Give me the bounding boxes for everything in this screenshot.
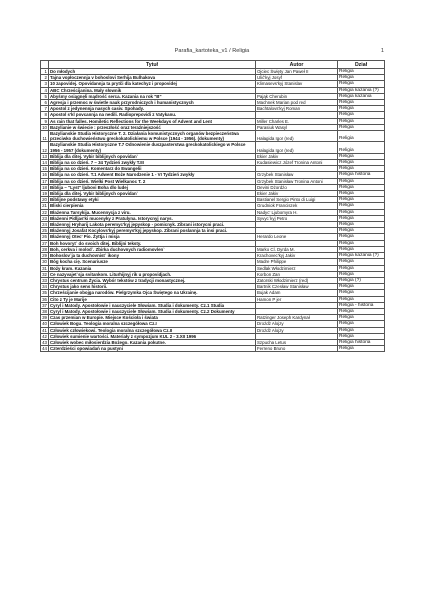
row-number: 32 [42,271,47,277]
book-title: Czterdzieści opowiadań na pustyni [49,346,256,352]
book-title: Czas przemian w Europie. Miejsce Kościoła i świata [49,315,256,321]
book-author: Machnek Marian pod red [256,100,338,106]
book-section: Religia [338,112,385,118]
book-title: Człowiek Bogu. Teologia moralna szczegółowa Cz.I [49,321,256,327]
book-title: Boh hovoryt` do svoich ditej. Biblijni teksty. [49,240,256,246]
book-section: Religia [338,234,385,240]
row-number: 35 [42,290,47,296]
book-author: Hałagida Igor (red) [256,142,338,153]
row-number: 42 [42,333,47,339]
book-title: Agresja i przemoc w świetle nauk przyrodniczych i humanistycznych [49,100,256,106]
row-number: 43 [42,339,47,345]
book-section: Religia [338,75,385,81]
table-header-row [41,61,385,69]
book-title: Bohoslov`ja ta duchovnist` ikony [49,253,256,259]
book-author: Herardo Leone [256,234,338,240]
book-section: Religia [338,100,385,106]
book-author: Szpucha Letus [256,339,338,345]
book-section: Religia [338,153,385,159]
book-section: Religia [338,69,385,75]
row-number: 33 [42,277,47,283]
book-title: Tajna vopłoczennja v bohoslovi Serhija Bulhakova [49,75,256,81]
row-number: 30 [42,259,47,265]
row-number: 22 [42,209,47,215]
book-author: Grzybek Stanisław Tronina Antoni [256,178,338,184]
book-title: Boh, cerkva i molod`. Zbirka duchovnych radiomovlen` [49,246,256,252]
book-section: Religia - historia [338,302,385,308]
row-number: 23 [42,215,47,221]
book-title: Ce nazyvajet`sja svitankom. Liturhijnyj rik u propovidjach. [49,271,256,277]
book-author: Miller Charles E. [256,118,338,124]
book-section: Religia [338,184,385,190]
book-section: Religia [338,81,385,87]
book-section: Religia [338,197,385,203]
row-number: 4 [41,87,49,93]
row-number: 8 [41,112,49,118]
column-header-number [41,61,49,69]
book-author: Klimasevs'kyj Stanislav [256,81,338,87]
book-author: Kudasiewicz Józef Tronina Antoni [256,160,338,166]
book-title: Apostol z jedynennja nasych casiv. Spohady. [49,106,256,112]
book-section: Religia [338,160,385,166]
row-number: 39 [42,315,47,321]
table-body [41,69,385,352]
book-section: Religia [338,209,385,215]
book-author: Grudniok Franciszek [256,203,338,209]
book-section: Religia [338,118,385,124]
catalog-table [40,60,385,352]
row-number: 31 [42,265,47,271]
book-title: Chrześcijanie obojga narodów. Pielgrzymka Ojca Świętego na Ukrainę. [49,290,256,296]
book-section: Religia [338,228,385,234]
book-author: Nadyc' Ljubomyra H. [256,209,338,215]
book-title: Biblijne podstawy etyki [49,197,256,203]
book-author: Ulić'kyj Josyf [256,75,338,81]
row-number: 18 [42,184,47,190]
book-title: Cyryl i Matody. Apostołowie i nauczyciele Słowiam. Studia i dokumenty. Cz.1 Studia [49,302,256,308]
book-section: Religia [338,259,385,265]
book-section: Religia [338,296,385,302]
row-number: 15 [42,166,47,172]
row-number: 17 [42,178,47,184]
row-number: 10 [42,124,47,130]
row-number: 41 [42,327,47,333]
book-author: Bujak Adam [256,290,338,296]
row-number: 44 [42,346,47,352]
row-number: 20 [42,197,47,203]
book-title: Biblija dla ditej. Vybir biblijnych opovidan` [49,191,256,197]
book-title: Biblija na co dzień. T.1 Adwent Boże Narodzenie 1 - VI Tydzień zwykły [49,172,256,178]
book-title: Cito z Ty je Marije [49,296,256,302]
book-author: Drożdż Alojzy [256,327,338,333]
book-title: Boży kram. Kazania [49,265,256,271]
book-author: Korbon Zan [256,271,338,277]
book-author: Pająk Cherubin [256,93,338,99]
book-author: Grzybek Stanisław [256,172,338,178]
table-row [41,131,385,142]
book-title: As rain that falles. Homiletic Reflections for the Weekdays of Advent and Lent [49,118,256,124]
book-section: Religia [338,284,385,290]
book-section: Religia [338,315,385,321]
book-title: Biblija na co dzień. Wielki Post Wielkanoc T. 2 [49,178,256,184]
row-number: 13 [42,153,47,159]
row-number: 38 [42,308,47,314]
row-number: 1 [41,69,49,75]
book-title: Abyśmy osiągnęli mądrość serca. Kazania na rok "B" [49,93,256,99]
book-section: Religia kazania [338,93,385,99]
book-section: Religia [338,333,385,339]
book-author: Ratzinger Joseph Kardynał [256,315,338,321]
book-title: Bóg kocha cię. Scenariusze [49,259,256,265]
book-title: Błażennyj Josafat Kocylovs'kyj peremys'kyj jepyskop. Zibrani poslannja ta insi praci. [49,228,256,234]
book-title: Bazylianie w świecie : przeszłość oraz teraźniejszość [49,124,256,130]
row-number: 21 [42,203,47,209]
book-author: Madre Philippe [256,259,338,265]
book-section: Religia [338,142,385,153]
book-title: Błażenni Pidljas'ki mucenyky z Pratulyna. Istorycnyj narys. [49,215,256,221]
book-title: Chrystus jako sens historii. [49,284,256,290]
book-section: Religia [338,290,385,296]
column-header-title: Tytuł [49,61,256,69]
book-section: Religia [338,246,385,252]
book-author: Ferreno Bruno [256,346,338,352]
row-number: 12 [41,142,49,153]
book-title: Człowiek sumienie wartości. Materiały z sympozjum KUL 2 - 3.XII 1996 [49,333,256,339]
book-title: Biblija na co dzień. 7 – 34 Tydzień zwykły T.III [49,160,256,166]
book-title: Człowiek wobec miłosierdzia Bożego. Kazania pokutne. [49,339,256,345]
book-section: Religia [338,106,385,112]
row-number: 28 [42,246,47,252]
book-author: Devini Dżordżo [256,184,338,190]
book-title: Do młodych [49,69,256,75]
book-author: Ekier Jakiv [256,153,338,159]
book-section: Religia [338,203,385,209]
book-title: Apostol s'kl povcannja na nedili. Radioprepovidi z Vatykanu. [49,112,256,118]
book-title: Bazylianskie Studia Historyczne T.7 Odnowienie duszpasterstwa greckokatolickiego w Polsce 1956 - 1957 (dokumenty) [49,142,256,153]
book-section: Religia [338,215,385,221]
document-title: Parafia_kartoteka_v1 / Religia [174,48,250,54]
book-title: Chrystus centrum Życia. Wybór tekstów z tradycji monastycznej. [49,277,256,283]
book-section: Religia [338,131,385,142]
row-number: 3 [41,81,49,87]
row-number: 27 [42,240,47,246]
book-section: Religia [338,178,385,184]
book-author: Zatorski Włodzimierz (red) [256,277,338,283]
row-number: 19 [42,191,47,197]
book-author: Marko Cl. Dyrda M. [256,246,338,252]
row-number: 14 [42,160,47,166]
book-author: Bachtalovs'kyj Roman [256,106,338,112]
book-author: Hamon P jer [256,296,338,302]
book-author: Bastianel Sergio Pinto di Luigi [256,197,338,203]
book-section: Religia kazania (?) [338,87,385,93]
row-number: 40 [42,321,47,327]
book-section: Religia kazania (?) [338,253,385,259]
row-number: 29 [42,253,47,259]
book-section: Religia [338,271,385,277]
row-number: 25 [42,228,47,234]
book-author: Hałagida Igor (red) [256,131,338,142]
row-number: 2 [41,75,49,81]
row-number: 26 [42,234,47,240]
column-header-author: Autor [256,61,338,69]
book-title: Błażennyj Hryharij Lakota peremyc'kyj jepyskop - pomicnyk. Zibrani istorycni praci. [49,222,256,228]
column-header-section: Dział [338,61,385,69]
row-number: 24 [42,222,47,228]
row-number: 36 [42,296,47,302]
book-section: Religia [338,191,385,197]
spreadsheet-table-wrapper [40,60,384,352]
row-number: 11 [41,131,49,142]
book-author: Krachovec'kyj Jakiv [256,253,338,259]
book-section: Religia [338,124,385,130]
book-section: Religia [338,308,385,314]
book-author: Ekier Jakiv [256,191,338,197]
book-author: Parasiuk Wasyl [256,124,338,130]
table-row [41,346,385,352]
book-section: Religia historia [338,339,385,345]
book-title: Człowiek człowiekowi. Teologia moralna szczegółowa Cz.II [49,327,256,333]
book-title: Błażennyj Otec' Pio. Żyttja i misja [49,234,256,240]
book-author: Ojciec Święty Jan Paweł II [256,69,338,75]
table-row [41,142,385,153]
row-number: 7 [41,106,49,112]
row-number: 37 [42,302,47,308]
book-title: Bazylianskie Studia Historyczne T. 2. Działania komunistycznych organów bezpieczeństwa przeciwko duchowieństwu greckokatolickiemu w Polsce (1944 - 1956). (dokumenty) [49,131,256,142]
book-title: Bliski cierpienia [49,203,256,209]
book-title: ABC Chrześcijanina. Mały słownik [49,87,256,93]
book-section: Religia historia [338,172,385,178]
row-number: 34 [42,284,47,290]
book-section: Religia [338,240,385,246]
row-number: 6 [41,100,49,106]
book-section: Religia [338,166,385,172]
book-section: Religia [338,327,385,333]
page-number: 1 [380,48,384,54]
book-author: Drożdż Alojzy [256,321,338,327]
book-title: Biblija – "Lyst" ljubovi Boha dlo ludej [49,184,256,190]
book-section: Religia [338,321,385,327]
book-section: Religia (?) [338,277,385,283]
book-author: Syvyc`kyj Petro [256,215,338,221]
book-section: Religia [338,346,385,352]
row-number: 9 [41,118,49,124]
row-number: 5 [41,93,49,99]
row-number: 16 [42,172,47,178]
book-author: Sedlak Włodzimierz [256,265,338,271]
book-title: Błażenna Tarsykija. Mucennycja z viru. [49,209,256,215]
book-title: Biblija dla ditej. Vybir biblijnych opovidan` [49,153,256,159]
book-title: Biblija na co dzień. Komentarz do Ewangelii [49,166,256,172]
page-header [0,48,424,60]
book-section: Religia [338,265,385,271]
book-section: Religia [338,222,385,228]
book-title: 10 zapovidej. Opovidannja ta prytči dla katechyz i propovidej [49,81,256,87]
book-title: Cyryl i Matody. Apostołowie i nauczyciele Słowiam. Studia i dokumenty. Cz.2 Dokumenty [49,308,256,314]
book-author: Bartnik Czesław Stanisław [256,284,338,290]
